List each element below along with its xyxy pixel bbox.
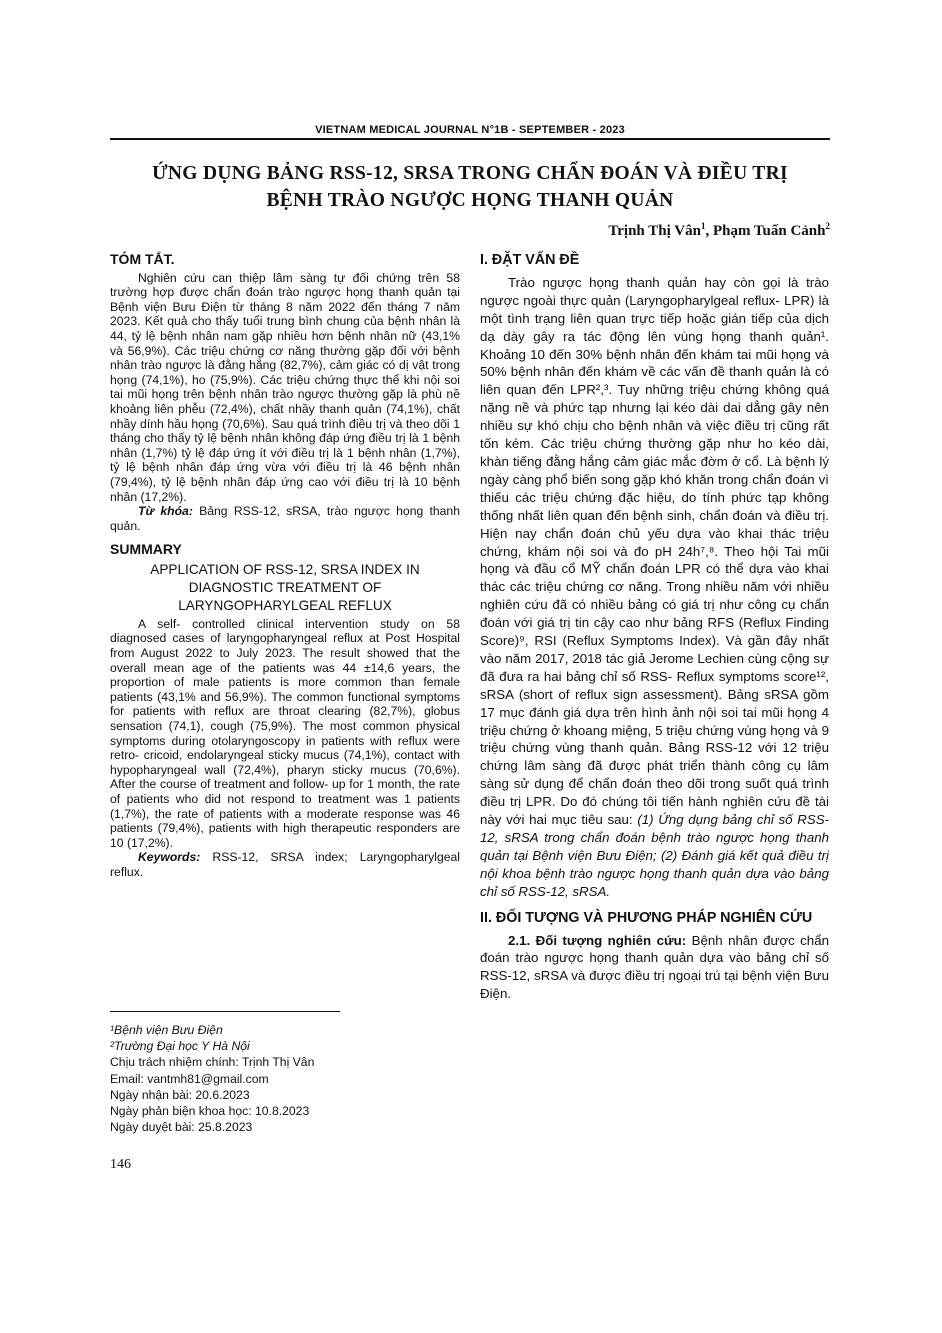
- author-separator: ,: [705, 223, 713, 239]
- corresponding-author: Chịu trách nhiệm chính: Trịnh Thị Vân: [110, 1055, 315, 1070]
- date-reviewed: Ngày phản biện khoa học: 10.8.2023: [110, 1104, 310, 1119]
- summary-keywords: [110, 850, 460, 879]
- summary-title-line-3: LARYNGOPHARYLGEAL REFLUX: [178, 597, 392, 613]
- summary-title-line-1: APPLICATION OF RSS-12, SRSA INDEX IN: [150, 561, 420, 577]
- author-1: Trịnh Thị Vân: [608, 223, 701, 239]
- author-2: Phạm Tuấn Cảnh: [712, 223, 826, 239]
- author-1-affiliation: 1: [700, 221, 706, 231]
- methods-subsection-text: Bệnh nhân được chẩn đoán trào ngược họng thanh quản dựa vào bảng chỉ số RSS-12, sRSA và được điều trị ngoại trú tại bệnh viện Bưu Điện.: [480, 932, 829, 1002]
- methods-subsection: [480, 932, 829, 1004]
- author-list: [608, 221, 830, 240]
- page-number: 146: [110, 1157, 131, 1172]
- title-line-2: BỆNH TRÀO NGƯỢC HỌNG THANH QUẢN: [266, 190, 674, 211]
- intro-heading: I. ĐẶT VẤN ĐỀ: [480, 252, 580, 268]
- intro-objectives: (1) Ứng dụng bảng chỉ số RSS-12, sRSA trong chẩn đoán bệnh trào ngược họng thanh quản tại Bệnh viện Bưu Điện; (2) Đánh giá kết quả điều trị nội khoa bệnh trào ngược họng thanh quản dựa vào bảng chỉ số RSS-12, sRSA.: [480, 812, 829, 899]
- abstract-keywords: [110, 504, 460, 533]
- abstract-body: Nghiên cứu can thiệp lâm sàng tự đối chứng trên 58 trường hợp được chẩn đoán trào ngược họng thanh quản tại Bệnh viện Bưu Điện từ tháng 8 năm 2022 đến tháng 7 năm 2023. Kết quả cho thấy tuổi trung bình chung của bệnh nhân là 44, tỷ lệ bệnh nhân nam gặp nhiều hơn bệnh nhân nữ (43,1% và 56,9%). Các triệu chứng cơ năng thường gặp đối với bệnh nhân trào ngược là đằng hắng (82,7%), cảm giác có dị vật trong họng (74,1%), ho (75,9%). Các triệu chứng thực thể khi nội soi tai mũi họng trên bệnh nhân trào ngược thường gặp là phù nề khoảng liên phễu (72,4%), chất nhầy thanh quản (74,1%), chất nhầy dính hầu họng (70,6%). Sau quá trình điều trị và theo dõi 1 tháng cho thấy tỷ lệ bệnh nhân không đáp ứng điều trị là 1 bệnh nhân (1,7%) tỷ lệ đáp ứng ít với điều trị là 1 bệnh nhân (1,7%), tỷ lệ bệnh nhân đáp ứng vừa với điều trị là 46 bệnh nhân (79,4%), tỷ lệ bệnh nhân đáp ứng cao với điều trị là 10 bệnh nhân (17,2%).: [110, 270, 460, 504]
- summary-keywords-label: Keywords:: [138, 850, 201, 865]
- abstract-keywords-text: Bảng RSS-12, sRSA, trào ngược họng thanh quản.: [110, 504, 460, 533]
- intro-body: [480, 274, 829, 901]
- footnotes: [110, 1022, 460, 1135]
- summary-title: [110, 561, 460, 615]
- header-rule: [110, 138, 830, 140]
- methods-heading: II. ĐỐI TƯỢNG VÀ PHƯƠNG PHÁP NGHIÊN CỨU: [480, 909, 813, 926]
- contact-email: Email: vantmh81@gmail.com: [110, 1071, 269, 1086]
- abstract-heading: TÓM TẮT.: [110, 251, 175, 267]
- right-column: [480, 250, 829, 1003]
- left-column: [110, 250, 460, 880]
- author-2-affiliation: 2: [825, 221, 830, 231]
- methods-subsection-label: 2.1. Đối tượng nghiên cứu:: [508, 932, 687, 948]
- date-received: Ngày nhận bài: 20.6.2023: [110, 1087, 250, 1102]
- summary-heading: SUMMARY: [110, 541, 182, 558]
- journal-header: VIETNAM MEDICAL JOURNAL N°1B - SEPTEMBER - 2023: [315, 124, 625, 136]
- affiliation-2: ²Trường Đại học Y Hà Nội: [110, 1039, 250, 1054]
- summary-title-line-2: DIAGNOSTIC TREATMENT OF: [188, 579, 382, 595]
- title-line-1: ỨNG DỤNG BẢNG RSS-12, SRSA TRONG CHẨN ĐOÁN VÀ ĐIỀU TRỊ: [152, 163, 788, 184]
- abstract-keywords-label: Từ khóa:: [138, 504, 193, 519]
- date-accepted: Ngày duyệt bài: 25.8.2023: [110, 1120, 253, 1135]
- footnote-rule: [110, 1011, 340, 1012]
- summary-keywords-text: RSS-12, SRSA index; Laryngopharylgeal reflux.: [110, 850, 460, 879]
- article-title: [110, 160, 830, 214]
- affiliation-1: ¹Bệnh viện Bưu Điện: [110, 1023, 223, 1037]
- summary-body: A self- controlled clinical intervention study on 58 diagnosed cases of laryngopharyngeal reflux at Post Hospital from August 2022 to July 2023. The result showed that the overall mean age of the patients was 44 ±14,6 years, the proportion of male patients is more common than female patients (43,1% and 56,9%). The common functional symptoms for patients with reflux are throat clearing (82,7%), globus sensation (74,1), cough (75,9%). The most common physical symptoms during otolaryngoscopy in patients with reflux were retro- cricoid, endolaryngeal sticky mucus (74,1%), contact with hypopharyngeal wall (72,4%), pharyn sticky mucus (70,6%). After the course of treatment and follow- up for 1 month, the rate of patients who did not respond to treatment was 1 patients (1,7%), the rate of patients with a moderate response was 46 patients (79,4%), patients with high therapeutic responders are 10 (17,2%).: [110, 616, 460, 850]
- intro-main-text: Trào ngược họng thanh quản hay còn gọi là trào ngược ngoài thực quản (Laryngopharylgeal reflux- LPR) là một tình trạng liên quan trực tiếp hoặc gián tiếp của dịch dạ dày gây ra tác động lên vùng họng thanh quản¹. Khoảng 10 đến 30% bệnh nhân đến khám tai mũi họng và 50% bệnh nhân đến khám về các vấn đề thanh quản là có liên quan đến LPR²,³. Tuy những triệu chứng không quá nặng nề và phức tạp nhưng lại kéo dài dai dẳng gây nên nhiều sự khó chịu cho bệnh nhân và việc điều trị cũng rất tốn kém. Các triệu chứng thường gặp như ho kéo dài, khàn tiếng đằng hắng cảm giác mắc đờm ở cổ. Là bệnh lý ngày càng phổ biến song gặp khó khăn trong chẩn đoán vì thiếu các triệu chứng đặc hiệu, do tính phức tạp không thống nhất liên quan đến bệnh sinh, chẩn đoán và điều trị. Hiện nay chẩn đoán chủ yếu dựa vào khai thác triệu chứng, khám nội soi và đo pH 24h⁷,⁸. Theo hội Tai mũi họng và đầu cổ MỸ chẩn đoán LPR có thể dựa vào khai thác các triệu chứng cơ năng. Trong nhiều năm với nhiều nghiên cứu đã có nhiều bảng có giá trị như công cụ chẩn đoán với giá trị tin cậy cao như bảng RFS (Reflux Finding Score)⁹, RSI (Reflux Symptoms Index). Và gần đây nhất vào năm 2017, 2018 tác giả Jerome Lechien cùng cộng sự đã đưa ra hai bảng chỉ số RSS- Reflux symptoms score¹², sRSA (short of reflux sign assessment). Bảng sRSA gồm 17 mục đánh giá dựa trên hình ảnh nội soi tai mũi họng 4 triệu chứng ở khoang miệng, 5 triệu chứng vùng họng và 9 triệu chứng vùng thanh quản. Bảng RSS-12 với 12 triệu chứng lâm sàng đã được phát triển thành công cụ lâm sàng sử dụng để chẩn đoán theo dõi trong suốt quá trình điều trị LPR. Do đó chúng tôi tiến hành nghiên cứu đề tài này với hai mục tiêu sau:: [480, 274, 829, 828]
